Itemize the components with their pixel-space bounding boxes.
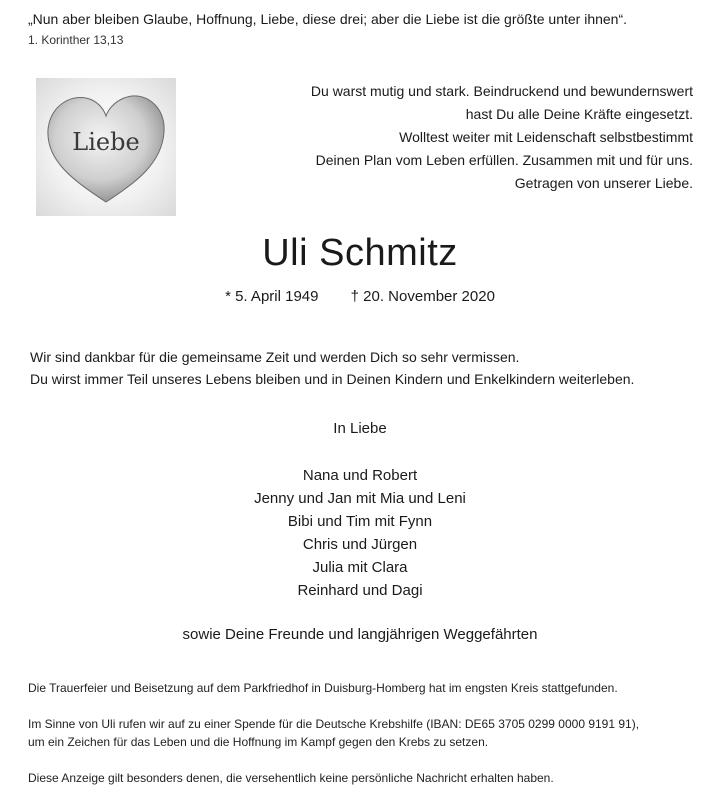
heart-word: Liebe	[72, 128, 140, 156]
birth-date: * 5. April 1949	[225, 288, 319, 305]
family-member: Jenny und Jan mit Mia und Leni	[254, 490, 466, 507]
poem	[311, 80, 693, 195]
poem-line: hast Du alle Deine Kräfte eingesetzt.	[465, 106, 693, 122]
donation-line: um ein Zeichen für das Leben und die Hoffnung im Kampf gegen den Krebs zu setzen.	[28, 735, 489, 749]
family-member: Julia mit Clara	[312, 559, 408, 576]
closing-note: Diese Anzeige gilt besonders denen, die versehentlich keine persönliche Nachricht erhalten haben.	[28, 771, 554, 785]
poem-line: Deinen Plan vom Leben erfüllen. Zusammen mit und für uns.	[315, 152, 693, 168]
heart-icon	[36, 78, 176, 216]
bible-quote: „Nun aber bleiben Glaube, Hoffnung, Liebe, diese drei; aber die Liebe ist die größte unter ihnen“.	[28, 11, 628, 27]
death-date: † 20. November 2020	[350, 288, 495, 305]
friends-line: sowie Deine Freunde und langjährigen Weggefährten	[182, 626, 538, 643]
thanks-line: Wir sind dankbar für die gemeinsame Zeit und werden Dich so sehr vermissen.	[30, 349, 520, 365]
donation-note	[28, 715, 639, 751]
poem-line: Getragen von unserer Liebe.	[514, 175, 693, 191]
donation-line: Im Sinne von Uli rufen wir auf zu einer Spende für die Deutsche Krebshilfe (IBAN: DE65 3705 0299 0000 9191 91),	[28, 717, 640, 731]
life-dates	[0, 288, 720, 305]
signoff: In Liebe	[333, 420, 387, 437]
thanks-text	[30, 346, 634, 390]
heart-stone-image	[36, 78, 176, 216]
family-list	[0, 464, 720, 602]
family-member: Nana und Robert	[302, 467, 418, 484]
thanks-line: Du wirst immer Teil unseres Lebens bleiben und in Deinen Kindern und Enkelkindern weiterleben.	[30, 371, 635, 387]
family-member: Chris und Jürgen	[302, 536, 418, 553]
poem-line: Du warst mutig und stark. Beindruckend und bewundernswert	[310, 83, 693, 99]
poem-line: Wolltest weiter mit Leidenschaft selbstbestimmt	[399, 129, 693, 145]
family-member: Bibi und Tim mit Fynn	[287, 513, 433, 530]
deceased-name: Uli Schmitz	[262, 232, 458, 274]
ceremony-note: Die Trauerfeier und Beisetzung auf dem Parkfriedhof in Duisburg-Homberg hat im engsten Kreis stattgefunden.	[28, 681, 618, 695]
family-member: Reinhard und Dagi	[297, 582, 423, 599]
bible-reference: 1. Korinther 13,13	[28, 33, 124, 47]
